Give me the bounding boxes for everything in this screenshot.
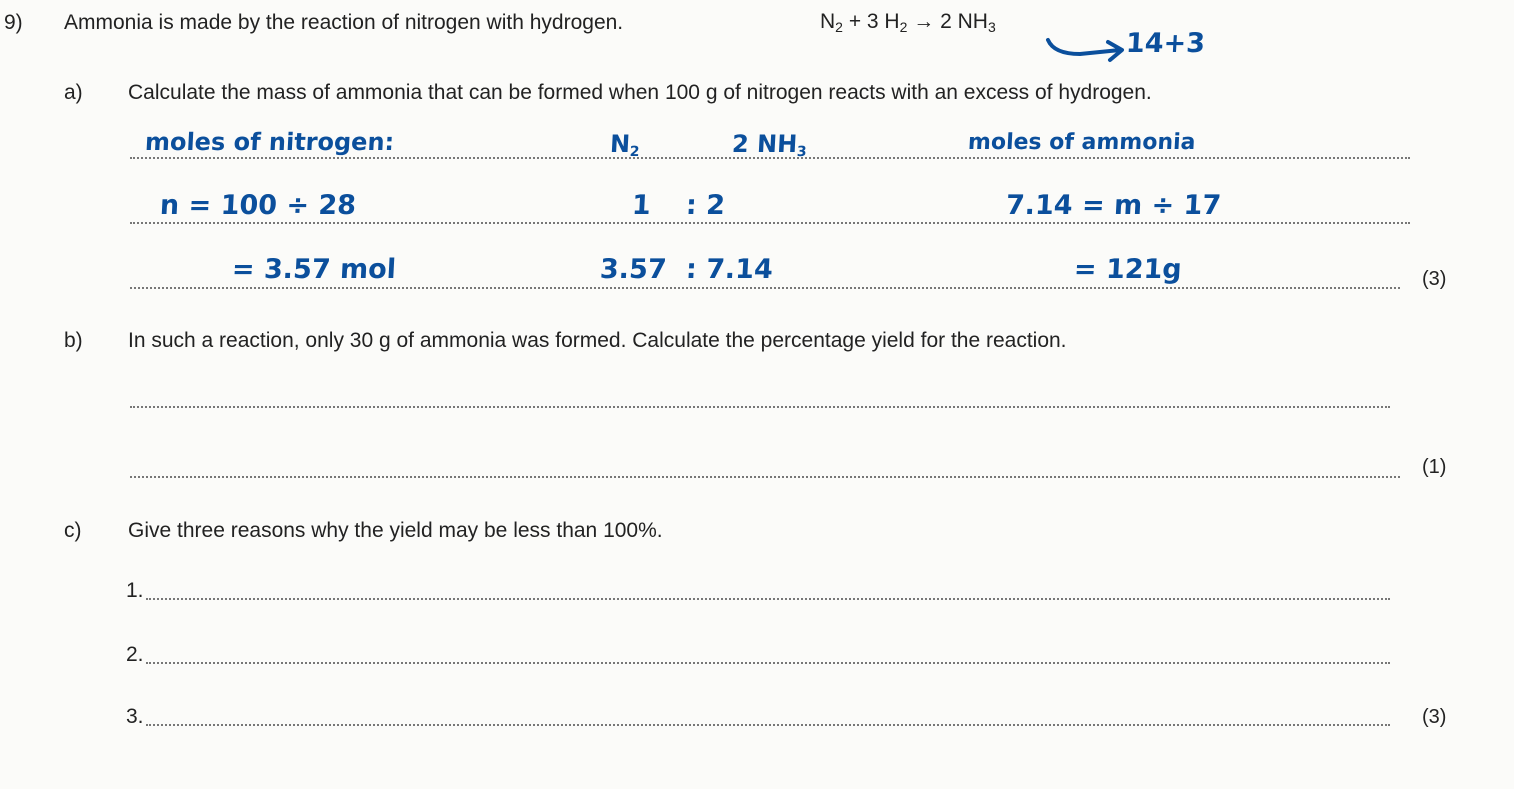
answer-line-c3[interactable] — [146, 724, 1390, 726]
hw-a-row1-col2b-text: 2 NH — [731, 130, 798, 158]
part-c-label: c) — [64, 519, 82, 542]
hw-a-row3-col3: = 121g — [1073, 254, 1183, 285]
question-intro: Ammonia is made by the reaction of nitrogen with hydrogen. — [64, 11, 624, 34]
answer-line-a3[interactable] — [130, 287, 1400, 289]
answer-line-b1[interactable] — [130, 406, 1390, 408]
hw-a-row2-col2a: 1 — [631, 190, 652, 221]
hw-a-row1-col2a — [609, 130, 640, 158]
answer-line-c1[interactable] — [146, 598, 1390, 600]
part-c-text: Give three reasons why the yield may be less than 100%. — [128, 519, 663, 542]
part-a-text: Calculate the mass of ammonia that can be formed when 100 g of nitrogen reacts with an excess of hydrogen. — [128, 81, 1152, 104]
handwritten-arrow-icon — [1040, 32, 1130, 66]
part-b-label: b) — [64, 329, 83, 352]
answer-line-b2[interactable] — [130, 476, 1400, 478]
part-a-marks: (3) — [1422, 268, 1447, 290]
hw-a-row1-col2b — [731, 130, 807, 158]
part-c-item-1-label: 1. — [126, 579, 144, 602]
equation-product-subscript: 3 — [987, 19, 996, 35]
hw-a-row1-col3: moles of ammonia — [967, 130, 1197, 155]
reaction-equation — [820, 10, 996, 35]
hw-a-row3-col1: = 3.57 mol — [231, 254, 397, 285]
answer-line-c2[interactable] — [146, 662, 1390, 664]
hw-a-row3-col2a: 3.57 — [599, 254, 668, 285]
handwritten-mass-note: 14+3 — [1125, 28, 1206, 59]
hw-a-row2-col1: n = 100 ÷ 28 — [159, 190, 357, 221]
question-number: 9) — [4, 11, 23, 34]
hw-a-row3-col2b: : 7.14 — [685, 254, 774, 285]
hw-a-row2-col2b: : 2 — [685, 190, 726, 221]
answer-line-a2[interactable] — [130, 222, 1410, 224]
equation-arrow: → — [913, 10, 935, 33]
hw-a-row1-col1: moles of nitrogen: — [144, 128, 395, 156]
equation-hydrogen: + 3 H — [848, 10, 900, 33]
part-c-item-3-label: 3. — [126, 705, 144, 728]
part-b-marks: (1) — [1422, 456, 1447, 478]
part-c-marks: (3) — [1422, 706, 1447, 728]
part-a-label: a) — [64, 81, 83, 104]
hw-a-row2-col3: 7.14 = m ÷ 17 — [1005, 190, 1222, 221]
hw-a-row1-col2a-text: N — [609, 130, 631, 158]
equation-product: 2 NH — [940, 10, 988, 33]
equation-hydrogen-subscript: 2 — [899, 19, 908, 35]
part-c-item-2-label: 2. — [126, 643, 144, 666]
hw-a-row1-col2b-subscript: 3 — [796, 144, 807, 160]
equation-nitrogen: N — [820, 10, 836, 33]
part-b-text: In such a reaction, only 30 g of ammonia was formed. Calculate the percentage yield for the reaction. — [128, 329, 1067, 352]
hw-a-row1-col2a-subscript: 2 — [629, 144, 640, 160]
equation-nitrogen-subscript: 2 — [835, 19, 843, 35]
